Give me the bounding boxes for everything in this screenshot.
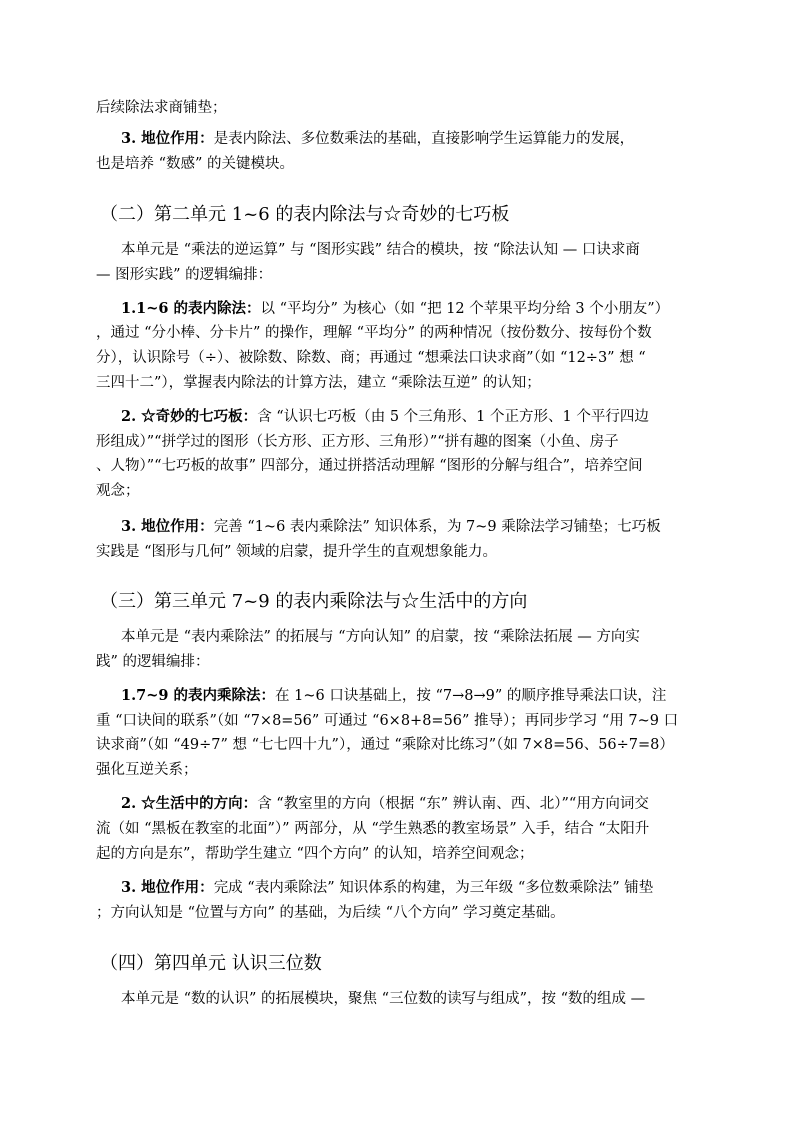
- paragraph-line: 1.7~9 的表内乘除法：在 1~6 口诀基础上，按 “7→8→9” 的顺序推导乘法口诀，注: [121, 687, 667, 704]
- item-label: 1.1~6 的表内除法：: [121, 300, 261, 317]
- paragraph-line: 强化互逆关系；: [96, 762, 198, 778]
- item-label: 2. ☆奇妙的七巧板：: [121, 408, 258, 425]
- paragraph-line: 也是培养 “数感” 的关键模块。: [96, 156, 295, 172]
- paragraph-line: 本单元是 “表内乘除法” 的拓展与 “方向认知” 的启蒙，按 “乘除法拓展 — 方向实: [121, 629, 640, 645]
- section-heading: （三）第三单元 7~9 的表内乘除法与☆生活中的方向: [100, 591, 528, 612]
- section-heading: （四）第四单元 认识三位数: [100, 953, 322, 974]
- paragraph-line: 观念；: [96, 483, 140, 499]
- paragraph-line: 1.1~6 的表内除法：以 “平均分” 为核心（如 “把 12 个苹果平均分给 3 个小朋友”）: [121, 300, 670, 317]
- item-label: 1.7~9 的表内乘除法：: [121, 687, 276, 704]
- item-label: 3. 地位作用：: [121, 130, 214, 147]
- item-label: 2. ☆生活中的方向：: [121, 795, 258, 812]
- item-label: 3. 地位作用：: [121, 879, 214, 896]
- paragraph-line: 3. 地位作用：是表内除法、多位数乘法的基础，直接影响学生运算能力的发展，: [121, 130, 635, 147]
- paragraph-line: 流（如 “黑板在教室的北面”）” 两部分，从 “学生熟悉的教室场景” 入手，结合 “太阳升: [96, 821, 650, 837]
- paragraph-line: 形组成）”“拼学过的图形（长方形、正方形、三角形）”“拼有趣的图案（小鱼、房子: [96, 434, 619, 450]
- paragraph-line: 本单元是 “数的认识” 的拓展模块，聚焦 “三位数的读写与组成”，按 “数的组成 —: [121, 991, 646, 1007]
- paragraph-line: 2. ☆奇妙的七巧板：含 “认识七巧板（由 5 个三角形、1 个正方形、1 个平行四边: [121, 408, 649, 425]
- paragraph-line: 2. ☆生活中的方向：含 “教室里的方向（根据 “东” 辨认南、西、北）”“用方向词交: [121, 795, 649, 812]
- paragraph-line: 3. 地位作用：完成 “表内乘除法” 知识体系的构建，为三年级 “多位数乘除法” 铺垫: [121, 879, 654, 896]
- paragraph-line: 重 “口诀间的联系”（如 “7×8=56” 可通过 “6×8+8=56” 推导）；再同步学习 “用 7~9 口: [96, 713, 679, 729]
- paragraph-line: 起的方向是东”，帮助学生建立 “四个方向” 的认知，培养空间观念；: [96, 846, 534, 862]
- paragraph-line: 分），认识除号（÷）、被除数、除数、商；再通过 “想乘法口诀求商”（如 “12÷3” 想 “: [96, 350, 646, 366]
- paragraph-line: 本单元是 “乘法的逆运算” 与 “图形实践” 结合的模块，按 “除法认知 — 口诀求商: [121, 242, 640, 258]
- paragraph-line: ；方向认知是 “位置与方向” 的基础，为后续 “八个方向” 学习奠定基础。: [96, 905, 565, 921]
- paragraph-line: ，通过 “分小棒、分卡片” 的操作，理解 “平均分” 的两种情况（按份数分、按每份个数: [96, 325, 652, 341]
- paragraph-line: 践” 的逻辑编排：: [96, 654, 210, 670]
- paragraph-line: — 图形实践” 的逻辑编排：: [96, 267, 273, 283]
- paragraph-line: 诀求商”（如 “49÷7” 想 “七七四十九”），通过 “乘除对比练习”（如 7×8=56、56÷7=8）: [96, 737, 674, 753]
- item-label: 3. 地位作用：: [121, 518, 214, 535]
- paragraph-line: 、人物）”“七巧板的故事” 四部分，通过拼搭活动理解 “图形的分解与组合”，培养空间: [96, 458, 643, 474]
- paragraph-line: 实践是 “图形与几何” 领域的启蒙，提升学生的直观想象能力。: [96, 544, 498, 560]
- paragraph-line: 后续除法求商铺垫；: [96, 100, 227, 116]
- paragraph-line: 3. 地位作用：完善 “1~6 表内乘除法” 知识体系，为 7~9 乘除法学习铺垫；七巧板: [121, 518, 661, 535]
- paragraph-line: 三四十二”），掌握表内除法的计算方法，建立 “乘除法互逆” 的认知；: [96, 375, 541, 391]
- section-heading: （二）第二单元 1~6 的表内除法与☆奇妙的七巧板: [100, 204, 510, 225]
